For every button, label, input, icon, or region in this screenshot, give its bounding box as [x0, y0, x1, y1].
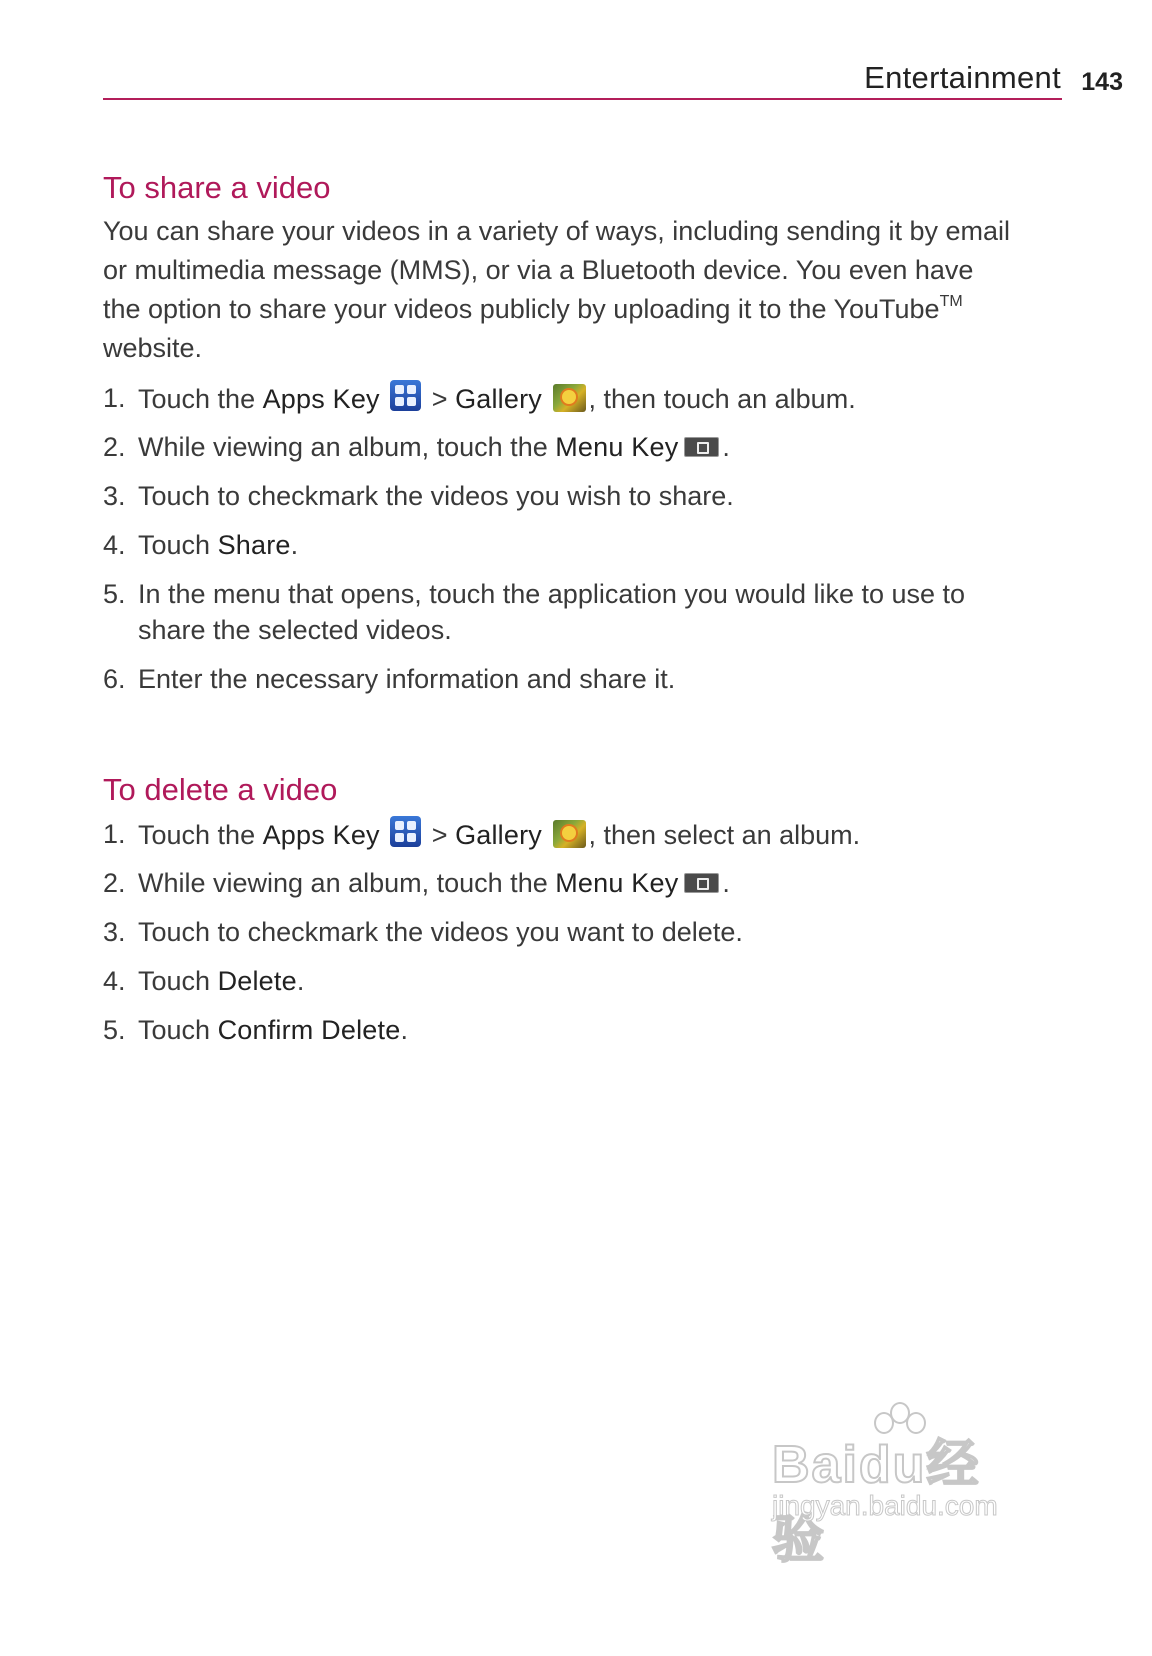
step-text: .: [296, 966, 305, 996]
step-number: 6.: [103, 664, 126, 694]
watermark-brand: Baidu经验: [772, 1436, 981, 1569]
apps-key-label: Apps Key: [262, 820, 380, 850]
header-divider: [103, 98, 1062, 100]
intro-paragraph: [103, 212, 1083, 368]
list-item: [103, 816, 1083, 852]
step-number: 3.: [103, 917, 126, 947]
step-text: While viewing an album, touch the: [138, 868, 556, 898]
list-item: [103, 576, 1083, 648]
step-text: .: [290, 530, 299, 560]
step-text: Touch the: [138, 820, 263, 850]
intro-line: You can share your videos in a variety of ways, including sending it by email: [103, 216, 1011, 246]
delete-steps-list: [103, 816, 1083, 1048]
step-number: 5.: [103, 579, 126, 609]
intro-line: or multimedia message (MMS), or via a Bluetooth device. You even have: [103, 255, 974, 285]
gallery-label: Gallery: [455, 820, 542, 850]
step-text: >: [424, 820, 456, 850]
menu-key-icon: [684, 873, 719, 893]
watermark-url: jingyan.baidu.com: [772, 1490, 998, 1521]
step-number: 4.: [103, 966, 126, 996]
intro-line: the option to share your videos publicly by uploading it to the YouTube: [103, 294, 940, 324]
step-number: 2.: [103, 868, 126, 898]
apps-grid-icon: [390, 380, 421, 411]
step-text: .: [722, 868, 730, 898]
baidu-watermark: [772, 1400, 1032, 1569]
step-text: , then touch an album.: [588, 384, 856, 414]
confirm-delete-label: Confirm Delete: [217, 1015, 401, 1045]
share-video-section: [103, 168, 1083, 697]
list-item: [103, 527, 1083, 563]
gallery-icon: [553, 384, 586, 412]
delete-video-section: [103, 770, 1083, 1048]
menu-key-icon: [684, 437, 719, 457]
share-label: Share: [217, 530, 291, 560]
step-text: .: [722, 432, 730, 462]
step-number: 5.: [103, 1015, 126, 1045]
step-number: 1.: [103, 383, 126, 413]
gallery-icon: [553, 820, 586, 848]
section-title: To share a video: [103, 170, 331, 205]
list-item: [103, 478, 1083, 514]
section-title: To delete a video: [103, 772, 338, 807]
list-item: [103, 1012, 1083, 1048]
step-text: Touch: [138, 966, 218, 996]
step-number: 3.: [103, 481, 126, 511]
step-text: , then select an album.: [588, 820, 861, 850]
step-text: Touch: [138, 530, 218, 560]
apps-grid-icon: [390, 816, 421, 847]
step-number: 2.: [103, 432, 126, 462]
step-text: Touch the: [138, 384, 263, 414]
step-number: 1.: [103, 819, 126, 849]
list-item: [103, 865, 1083, 901]
chapter-title: Entertainment: [864, 60, 1061, 95]
list-item: [103, 661, 1083, 697]
step-number: 4.: [103, 530, 126, 560]
step-text: >: [424, 384, 456, 414]
apps-key-label: Apps Key: [262, 384, 380, 414]
step-text: In the menu that opens, touch the application you would like to use to: [138, 579, 966, 609]
gallery-label: Gallery: [455, 384, 542, 414]
share-steps-list: [103, 380, 1083, 697]
list-item: [103, 429, 1083, 465]
intro-line: website.: [103, 333, 203, 363]
step-text: share the selected videos.: [138, 615, 452, 645]
trademark-symbol: TM: [939, 293, 963, 310]
page-header: [103, 56, 1123, 104]
step-text: .: [400, 1015, 408, 1045]
step-text: Touch to checkmark the videos you want to delete.: [138, 917, 743, 947]
page-number: 143: [1081, 68, 1123, 96]
step-text: While viewing an album, touch the: [138, 432, 556, 462]
menu-key-label: Menu Key: [555, 432, 679, 462]
list-item: [103, 963, 1083, 999]
step-text: Touch: [138, 1015, 218, 1045]
list-item: [103, 380, 1083, 416]
delete-label: Delete: [217, 966, 297, 996]
step-text: Touch to checkmark the videos you wish to share.: [138, 481, 734, 511]
step-text: Enter the necessary information and share it.: [138, 664, 676, 694]
list-item: [103, 914, 1083, 950]
menu-key-label: Menu Key: [555, 868, 679, 898]
